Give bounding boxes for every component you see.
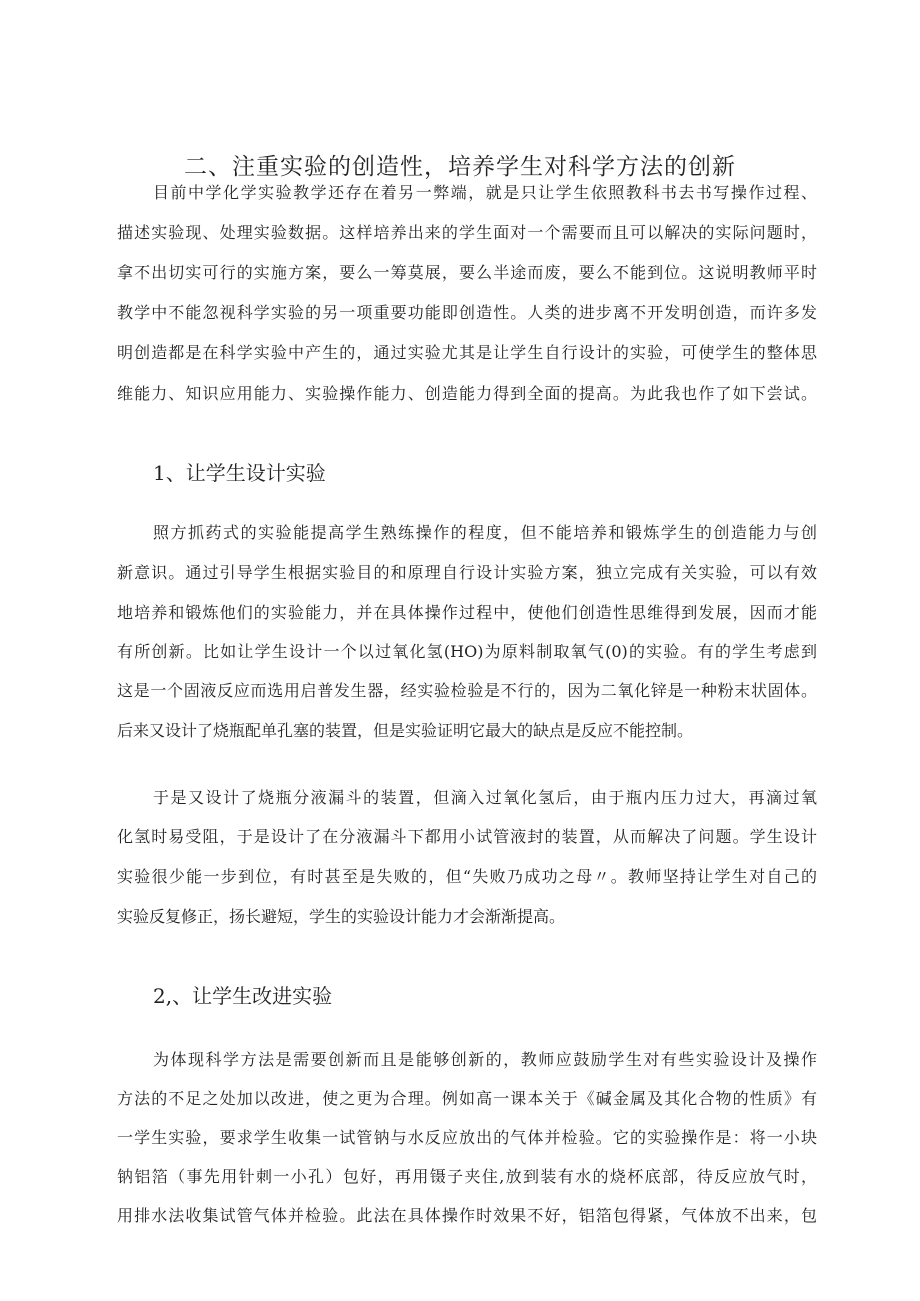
paragraph-3-line-4: 实验反复修正，扬长避短，学生的实验设计能力才会渐渐提高。	[117, 907, 566, 926]
paragraph-4-line-1: 为体现科学方法是需要创新而且是能够创新的，教师应鼓励学生对有些实验设计及操作	[153, 1050, 817, 1069]
paragraph-3-line-3: 实验很少能一步到位，有时甚至是失败的，但“失败乃成功之母〃。教师坚持让学生对自己的	[117, 867, 817, 886]
paragraph-4-line-3: 一学生实验，要求学生收集一试管钠与水反应放出的气体并检验。它的实验操作是：将一小块	[117, 1128, 817, 1147]
paragraph-2-line-3: 地培养和锻炼他们的实验能力，并在具体操作过程中，使他们创造性思维得到发展，因而才能	[117, 603, 817, 622]
paragraph-3-line-1: 于是又设计了烧瓶分液漏斗的装置，但滴入过氧化氢后，由于瓶内压力过大，再滴过氧	[153, 788, 817, 807]
paragraph-3-line-2: 化氢时易受阻，于是设计了在分液漏斗下都用小试管液封的装置，从而解决了问题。学生设计	[117, 827, 817, 846]
paragraph-4-line-5: 用排水法收集试管气体并检验。此法在具体操作时效果不好，铝箔包得紧，气体放不出来，包	[117, 1206, 817, 1225]
subsection-heading-1: 1、让学生设计实验	[153, 461, 326, 485]
paragraph-2-line-2: 新意识。通过引导学生根据实验目的和原理自行设计实验方案，独立完成有关实验，可以有效	[117, 563, 817, 582]
paragraph-2-line-5: 这是一个固液反应而选用启普发生器，经实验检验是不行的，因为二氧化锌是一种粉末状固体。	[117, 681, 817, 700]
paragraph-2-line-4: 有所创新。比如让学生设计一个以过氧化氢(HO)为原料制取氧气(0)的实验。有的学生考虑到	[117, 642, 817, 661]
paragraph-1-line-4: 教学中不能忽视科学实验的另一项重要功能即创造性。人类的进步离不开发明创造，而许多发	[117, 303, 817, 322]
paragraph-1-line-3: 拿不出切实可行的实施方案，要么一筹莫展，要么半途而废，要么不能到位。这说明教师平时	[117, 263, 817, 282]
paragraph-1-line-5: 明创造都是在科学实验中产生的，通过实验尤其是让学生自行设计的实验，可使学生的整体思	[117, 343, 817, 362]
subsection-heading-2: 2,、让学生改进实验	[153, 984, 333, 1008]
section-title: 二、注重实验的创造性，培养学生对科学方法的创新	[184, 154, 736, 180]
paragraph-4-line-4: 钠铝箔（事先用针刺一小孔）包好，再用镊子夹住,放到装有水的烧杯底部，待反应放气时，	[117, 1167, 817, 1186]
paragraph-1-line-1: 目前中学化学实验教学还存在着另一弊端，就是只让学生依照教科书去书写操作过程、	[153, 183, 817, 202]
paragraph-1-line-6: 维能力、知识应用能力、实验操作能力、创造能力得到全面的提高。为此我也作了如下尝试。	[117, 384, 817, 403]
paragraph-4-line-2: 方法的不足之处加以改进，使之更为合理。例如高一课本关于《碱金属及其化合物的性质》有	[117, 1089, 817, 1108]
paragraph-2-line-1: 照方抓药式的实验能提高学生熟练操作的程度，但不能培养和锻炼学生的创造能力与创	[153, 523, 817, 542]
paragraph-1-line-2: 描述实验现、处理实验数据。这样培养出来的学生面对一个需要而且可以解决的实际问题时，	[117, 223, 817, 242]
paragraph-2-line-6: 后来又设计了烧瓶配单孔塞的装置，但是实验证明它最大的缺点是反应不能控制。	[117, 721, 694, 740]
